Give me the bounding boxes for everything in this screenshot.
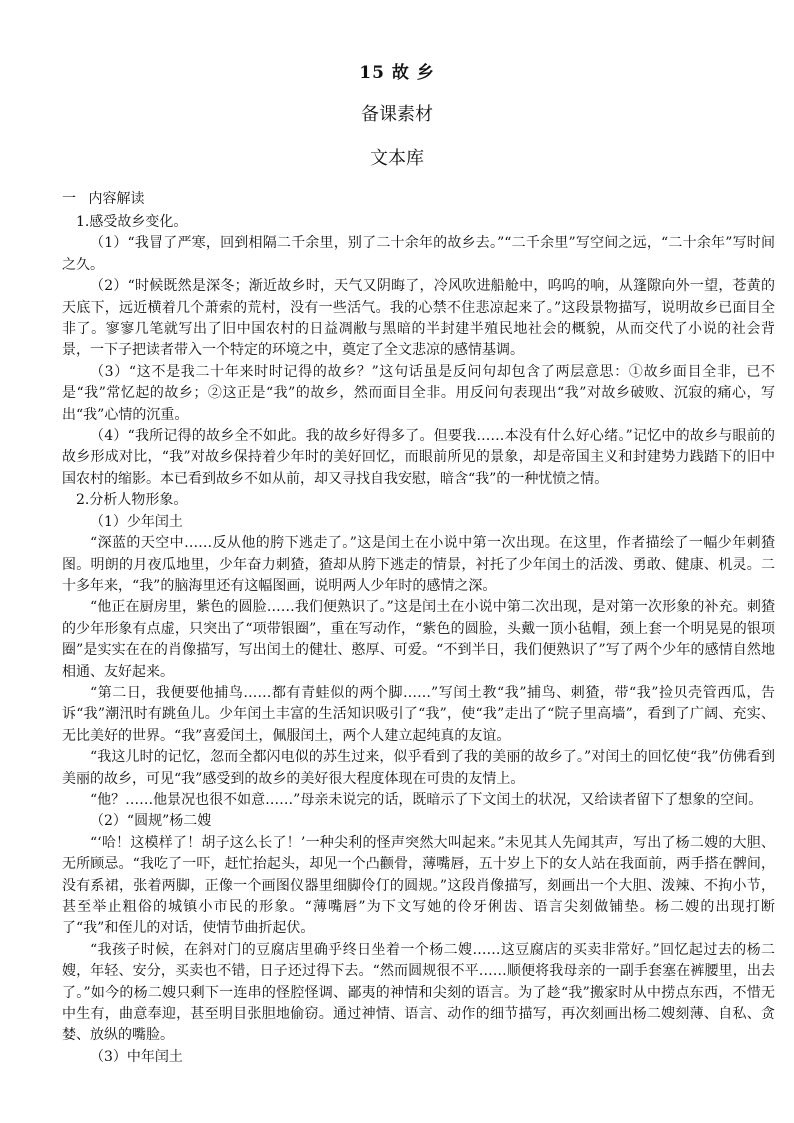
subheading: 1.感受故乡变化。	[76, 214, 188, 230]
paragraph: （1）“我冒了严寒，回到相隔二千余里，别了二十余年的故乡去。”“二千余里”写空间之远，“二十余年”写时间之久。	[62, 235, 775, 273]
paragraph: “第二日，我便要他捕鸟……都有青蛙似的两个脚……”写闰土教“我”捕鸟、刺猹，带“我”捡贝壳管西瓜，告诉“我”潮汛时有跳鱼儿。少年闰土丰富的生活知识吸引了“我”，使“我”走出了“院子里高墙”，看到了广阔、充实、无比美好的世界。“我”喜爱闰土，佩服闰土，两个人建立起纯真的友谊。	[62, 684, 775, 744]
subheading: （1）少年闰土	[90, 513, 183, 530]
subheading: 2.分析人物形象。	[76, 492, 188, 509]
paragraph: “他？……他景况也很不如意……”母亲未说完的话，既暗示了下文闰土的状况，又给读者留下了想象的空间。	[90, 791, 763, 808]
section-number: 一	[62, 191, 76, 207]
paragraph: “我孩子时候，在斜对门的豆腐店里确乎终日坐着一个杨二嫂……这豆腐店的买卖非常好。”回忆起过去的杨二嫂，年轻、安分，买卖也不错，日子还过得下去。“然而圆规很不平……顺便将我母亲的一副手套塞在裤腰里，出去了。”如今的杨二嫂只剩下一连串的怪腔怪调、鄙夷的神情和尖刻的语言。为了趁“我”搬家时从中捞点东西，不惜无中生有，曲意奉迎，甚至明目张胆地偷窃。通过神情、语言、动作的细节描写，再次刻画出杨二嫂刻薄、自私、贪婪、放纵的嘴脸。	[62, 941, 775, 1044]
paragraph: “他正在厨房里，紫色的圆脸……我们便熟识了。”这是闰土在小说中第二次出现，是对第一次形象的补充。刺猹的少年形象有点虚，只突出了“项带银圈”，重在写动作，“紫色的圆脸，头戴一顶小毡帽，颈上套一个明晃晃的银项圈”是实实在在的肖像描写，写出闰土的健壮、憨厚、可爱。“不到半日，我们便熟识了”写了两个少年的感情自然地相通、友好起来。	[62, 599, 775, 680]
lesson-title: 15 故 乡	[359, 63, 435, 83]
paragraph: “深蓝的天空中……反从他的胯下逃走了。”这是闰土在小说中第一次出现。在这里，作者描绘了一幅少年刺猹图。明朗的月夜瓜地里，少年奋力刺猹，猹却从胯下逃走的情景，衬托了少年闰土的活泼、勇敢、健康、机灵。二十多年来，“我”的脑海里还有这幅图画，说明两人少年时的感情之深。	[62, 535, 775, 594]
subheading: （2）“圆规”杨二嫂	[90, 813, 212, 830]
paragraph: （4）“我所记得的故乡全不如此。我的故乡好得多了。但要我……本没有什么好心绪。”记忆中的故乡与眼前的故乡形成对比，“我”对故乡保持着少年时的美好回忆，而眼前所见的景象，却是帝国主义和封建势力践踏下的旧中国农村的缩影。本已看到故乡不如从前，却又寻找自我安慰，暗含“我”的一种忧愤之情。	[62, 428, 775, 487]
paragraph: “我这儿时的记忆，忽而全都闪电似的苏生过来，似乎看到了我的美丽的故乡了。”对闰土的回忆使“我”仿佛看到美丽的故乡，可见“我”感受到的故乡的美好很大程度体现在可贵的友情上。	[62, 749, 775, 787]
paragraph: （3）“这不是我二十年来时时记得的故乡？”这句话虽是反问句却包含了两层意思：①故乡面目全非，已不是“我”常忆起的故乡；②这正是“我”的故乡，然而面目全非。用反问句表现出“我”对故乡破败、沉寂的痛心，写出“我”心情的沉重。	[62, 363, 775, 423]
section-title: 内容解读	[88, 191, 145, 207]
document-source: 文本库	[370, 148, 424, 169]
paragraph: （2）“时候既然是深冬；渐近故乡时，天气又阴晦了，冷风吹进船舱中，呜呜的响，从篷隙向外一望，苍黄的天底下，远近横着几个萧索的荒村，没有一些活气。我的心禁不住悲凉起来了。”这段景物描写，说明故乡已面目全非了。寥寥几笔就写出了旧中国农村的日益凋敝与黑暗的半封建半殖民地社会的概貌，从而交代了小说的社会背景，一下子把读者带入一个特定的环境之中，奠定了全文悲凉的感情基调。	[62, 278, 775, 359]
section-heading	[62, 188, 144, 208]
subheading: （3）中年闰土	[90, 1048, 183, 1065]
paragraph: “‘哈！这模样了！胡子这么长了！’一种尖利的怪声突然大叫起来。”未见其人先闻其声，写出了杨二嫂的大胆、无所顾忌。“我吃了一吓，赶忙抬起头，却见一个凸颧骨，薄嘴唇，五十岁上下的女人站在我面前，两手搭在髀间，没有系裙，张着两脚，正像一个画图仪器里细脚伶仃的圆规。”这段肖像描写，刻画出一个大胆、泼辣、不拘小节，甚至举止粗俗的城镇小市民的形象。“薄嘴唇”为下文写她的伶牙俐齿、语言尖刻做铺垫。杨二嫂的出现打断了“我”和侄儿的对话，使情节曲折起伏。	[62, 834, 775, 937]
document-subtitle: 备课素材	[361, 104, 433, 125]
document-body	[62, 212, 775, 1068]
